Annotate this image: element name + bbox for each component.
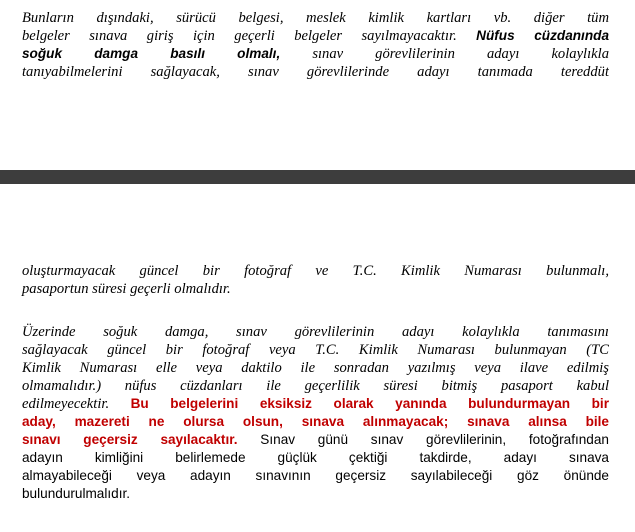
continuation-paragraph xyxy=(22,262,609,298)
text-line: Kimlik Numarası elle veya daktilo ile sonradan yazılmış veya ilave edilmiş xyxy=(22,360,609,376)
text-line: sınavı geçersiz sayılacaktır. Sınav günü sınav görevlilerinin, fotoğrafından xyxy=(22,432,609,447)
page-separator xyxy=(0,170,635,184)
text-line: belgeler sınava giriş için geçerli belgeler sayılmayacaktır. Nüfus cüzdanında xyxy=(22,28,609,44)
text-line: edilmeyecektir. Bu belgelerini eksiksiz olarak yanında bulundurmayan bir xyxy=(22,396,609,412)
text-line: soğuk damga basılı olmalı, sınav görevlilerinin adayı kolaylıkla xyxy=(22,46,609,62)
text-line: bulundurulmalıdır. xyxy=(22,486,131,501)
warning-highlight: aday, mazereti ne olursa olsun, sınava alınmayacak; sınava alınsa bile xyxy=(22,414,609,429)
warning-highlight: sınavı geçersiz sayılacaktır. xyxy=(22,432,238,447)
page1-paragraph xyxy=(22,9,609,81)
text-line: tanıyabilmelerini sağlayacak, sınav görevlilerinde adayı tanımada tereddüt xyxy=(22,64,609,80)
text-line: Bunların dışındaki, sürücü belgesi, meslek kimlik kartları vb. diğer tüm xyxy=(22,10,609,26)
text-line: adayın kimliğini belirlemede güçlük çektiği takdirde, adayı sınava xyxy=(22,450,609,465)
text-line: pasaportun süresi geçerli olmalıdır. xyxy=(22,281,231,297)
warning-highlight: Bu belgelerini eksiksiz olarak yanında bulundurmayan bir xyxy=(130,396,609,411)
text-line: Üzerinde soğuk damga, sınav görevlilerinin adayı kolaylıkla tanımasını xyxy=(22,324,609,340)
text-line: almayabileceği veya adayın sınavının geçersiz sayılabileceği göz önünde xyxy=(22,468,609,483)
warning-paragraph xyxy=(22,323,609,503)
text-line: sağlayacak güncel bir fotoğraf veya T.C. Kimlik Numarası bulunmayan (TC xyxy=(22,342,609,358)
text-line: olmamalıdır.) nüfus cüzdanları ile geçerlilik süresi bitmiş pasaport kabul xyxy=(22,378,609,394)
text-line: oluşturmayacak güncel bir fotoğraf ve T.C. Kimlik Numarası bulunmalı, xyxy=(22,263,609,279)
